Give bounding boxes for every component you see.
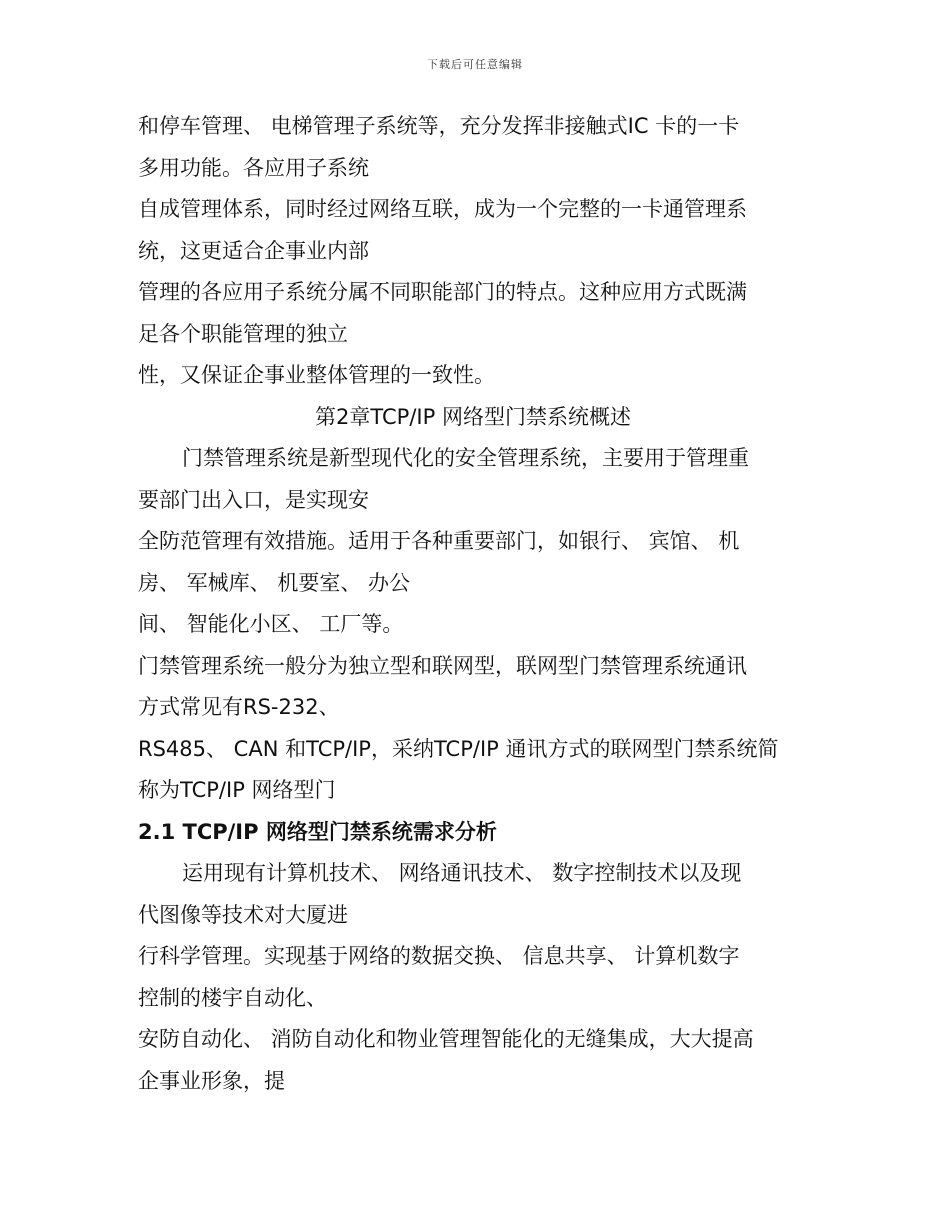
paragraph-line: 统，这更适合企事业内部 [138,238,369,263]
chapter-heading: 第2章TCP/IP 网络型门禁系统概述 [315,404,631,429]
paragraph-line: 行科学管理。实现基于网络的数据交换、 信息共享、 计算机数字 [138,944,740,968]
paragraph-line: 方式常见有RS-232、 [138,695,340,719]
paragraph-line: 自成管理体系，同时经过网络互联，成为一个完整的一卡通管理系 [138,197,747,221]
paragraph-line: 运用现有计算机技术、 网络通讯技术、 数字控制技术以及现 [182,861,742,885]
paragraph-line: 性，又保证企事业整体管理的一致性。 [138,363,495,387]
paragraph-line: 管理的各应用子系统分属不同职能部门的特点。这种应用方式既满 [138,280,747,304]
paragraph-line: 称为TCP/IP 网络型门 [138,778,336,802]
paragraph-line: 控制的楼宇自动化、 [138,985,327,1010]
paragraph-line: 房、 军械库、 机要室、 办公 [138,570,411,595]
paragraph-line: 足各个职能管理的独立 [138,321,348,346]
paragraph-line: 门禁管理系统是新型现代化的安全管理系统，主要用于管理重 [182,446,749,470]
paragraph-line: 和停车管理、 电梯管理子系统等，充分发挥非接触式IC 卡的一卡 [138,114,740,138]
paragraph-line: 安防自动化、 消防自动化和物业管理智能化的无缝集成，大大提高 [138,1027,754,1051]
section-heading: 2.1 TCP/IP 网络型门禁系统需求分析 [138,819,497,844]
page-header: 下载后可任意编辑 [427,58,523,71]
paragraph-line: 要部门出入口，是实现安 [138,487,369,512]
paragraph-line: RS485、 CAN 和TCP/IP，采纳TCP/IP 通讯方式的联网型门禁系统简 [138,736,779,761]
paragraph-line: 企事业形象，提 [138,1068,285,1093]
document-body [138,106,808,1102]
paragraph-line: 间、 智能化小区、 工厂等。 [138,612,404,636]
paragraph-line: 门禁管理系统一般分为独立型和联网型，联网型门禁管理系统通讯 [138,653,747,678]
paragraph-line: 多用功能。各应用子系统 [138,155,369,180]
paragraph-line: 全防范管理有效措施。适用于各种重要部门，如银行、 宾馆、 机 [138,529,740,553]
paragraph-line: 代图像等技术对大厦进 [138,902,348,927]
